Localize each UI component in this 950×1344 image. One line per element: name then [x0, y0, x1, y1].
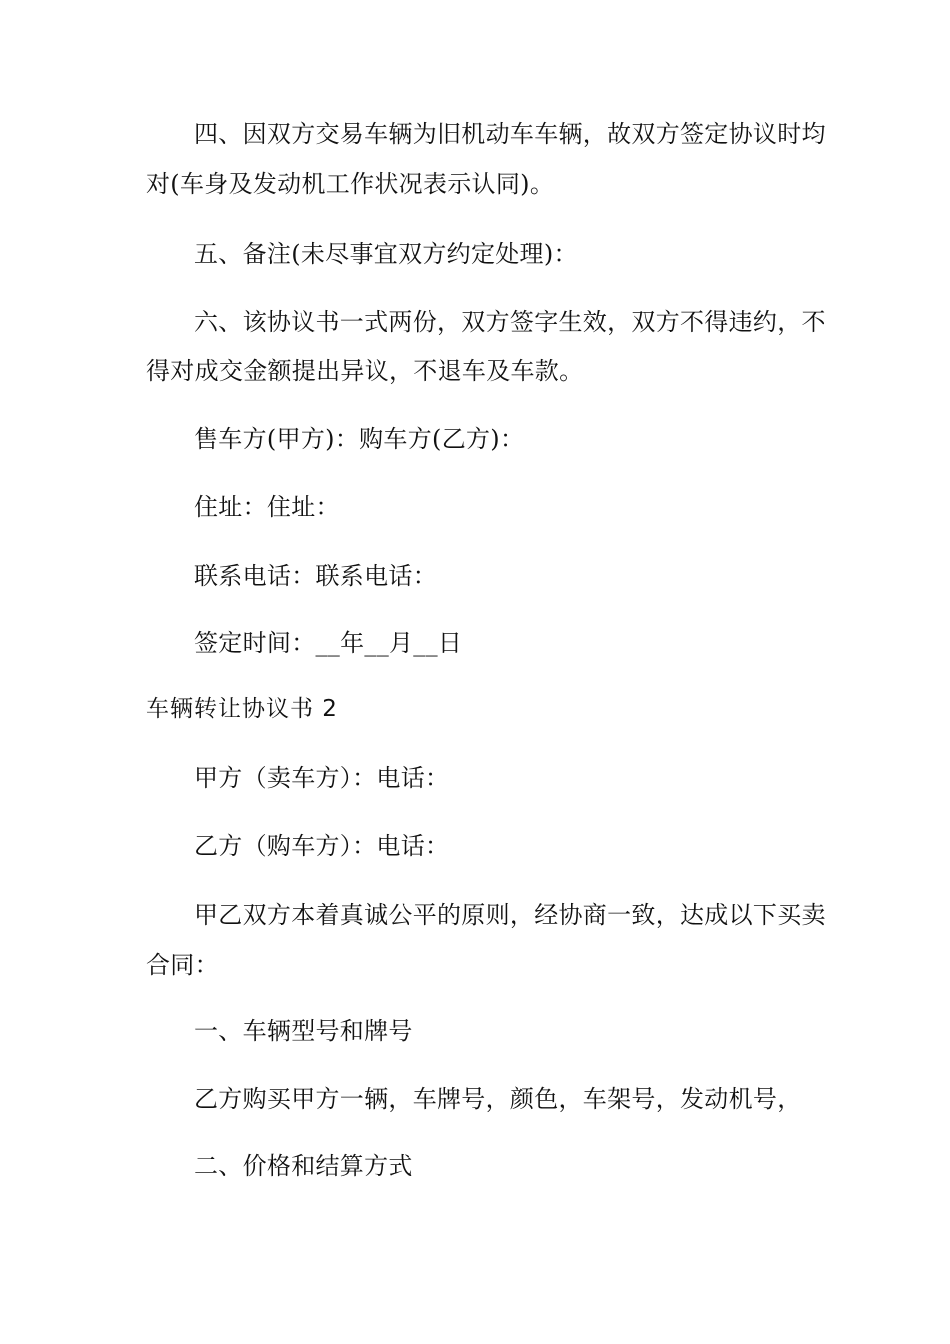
- section-title: 车辆转让协议书 2: [146, 696, 338, 722]
- phone-line: 联系电话：联系电话：: [194, 562, 437, 590]
- clause-6-line-2: 得对成交金额提出异议，不退车及车款。: [146, 357, 584, 385]
- clause-6-line-1: 六、该协议书一式两份，双方签字生效，双方不得违约，不: [194, 308, 826, 336]
- party-b-line: 乙方（购车方）：电话：: [194, 832, 450, 860]
- intro-line-2: 合同：: [146, 951, 219, 979]
- intro-line-1: 甲乙双方本着真诚公平的原则，经协商一致，达成以下买卖: [194, 901, 826, 929]
- clause-4-line-2: 对(车身及发动机工作状况表示认同)。: [146, 170, 555, 198]
- clause-4-line-1: 四、因双方交易车辆为旧机动车车辆，故双方签定协议时均: [194, 120, 826, 148]
- seller-buyer-line: 售车方(甲方)：购车方(乙方)：: [194, 425, 525, 453]
- clause-5-line: 五、备注(未尽事宜双方约定处理)：: [194, 240, 578, 268]
- item-1-body: 乙方购买甲方一辆，车牌号，颜色，车架号，发动机号，: [194, 1085, 802, 1113]
- item-1-title: 一、车辆型号和牌号: [194, 1017, 413, 1045]
- address-line: 住址：住址：: [194, 493, 340, 521]
- signing-date-line: 签定时间：__年__月__日: [194, 629, 463, 657]
- item-2-title: 二、价格和结算方式: [194, 1152, 413, 1180]
- party-a-line: 甲方（卖车方）：电话：: [194, 764, 450, 792]
